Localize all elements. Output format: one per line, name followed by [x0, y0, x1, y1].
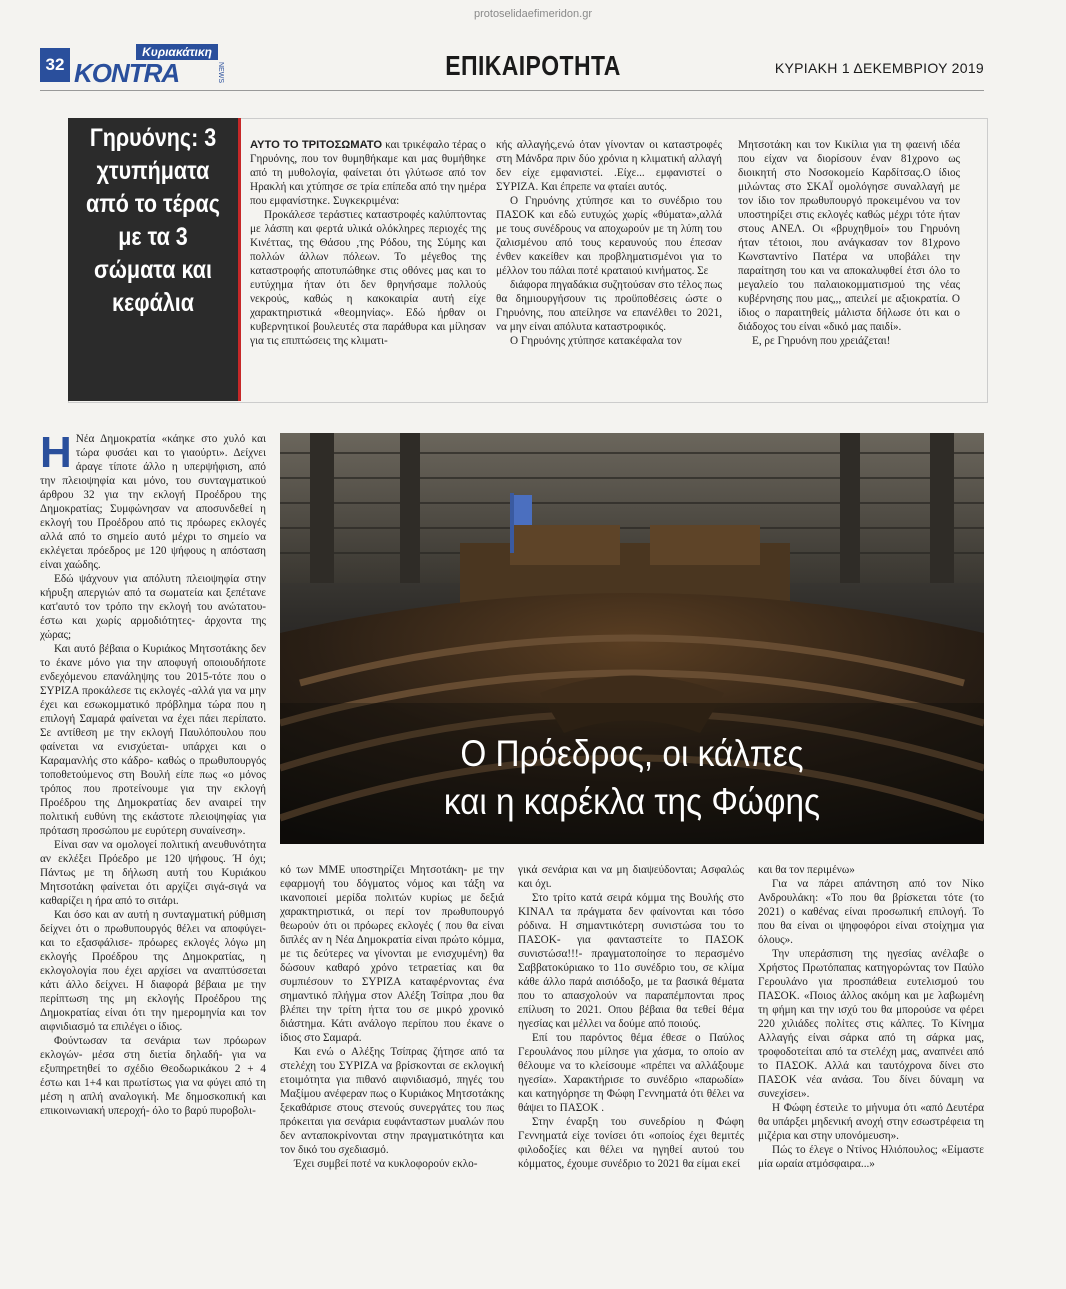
article-c4-p2: Για να πάρει απάντηση από τον Νίκο Ανδρουλάκη: «Το που θα βρίσκεται τότε (το 2021) ο καθένας είναι προσωπική επιλογή. Το που θα είναι οι ψηφοφόροι είναι στοίχημα για όλους». [758, 878, 984, 946]
header-divider [40, 90, 984, 91]
article-c4-p5: Πώς το έλεγε ο Ντίνος Ηλιόπουλος; «Είμαστε μία ωραία ατμόσφαιρα...» [758, 1144, 984, 1170]
box-col2-p2: Ο Γηρυόνης χτύπησε και το συνέδριο του ΠΑΣΟΚ και εδώ ευτυχώς χωρίς «θύματα»,αλλά με τους συνέδρους να αποχωρούν με τη λύπη του ζαλισμένου από τους κεραυνούς που έπεσαν ένθεν κακείθεν και προβληματισμένοι για το μέλλον του πάλαι ποτέ κραταιού κινήματος. Σε [496, 195, 722, 277]
box-col2-p3: διάφορα πηγαδάκια συζητούσαν στο τέλος πως θα δημιουργήσουν τις προϋποθέσεις ώστε ο Γηρυόνης, που απείλησε να επανέλθει το 2021, να μην είναι απόλυτα καταστροφικός. [496, 279, 722, 333]
page-number: 32 [40, 48, 70, 82]
article-c4-p3: Την υπεράσπιση της ηγεσίας ανέλαβε ο Χρήστος Πρωτόπαπας κατηγορώντας τον Παύλο Γερουλάνο για προσπάθεια ευτελισμού του ΠΑΣΟΚ. «Ποιος άλλος ακόμη και με λαβωμένη τη φήμη και την ισχύ του θα μπορούσε να φέρει 220 χιλιάδες πολίτες στις κάλπες. Το Κίνημα Αλλαγής είναι σάρκα από τη σάρκα μας, τροφοδοτείται από τα στελέχη μας, αναπνέει από το ΠΑΣΟΚ. Αλλά και ταυτόχρονα δίνει στο ΠΑΣΟΚ νέα ανάσα. Του δίνει δύναμη να συνεχίσει». [758, 948, 984, 1100]
article-c2-p3: Έχει συμβεί ποτέ να κυκλοφορούν εκλο- [294, 1158, 478, 1170]
box-column-3 [738, 138, 960, 348]
box-lead: ΑΥΤΟ ΤΟ ΤΡΙΤΟΣΩΜΑΤΟ [250, 139, 383, 151]
box-title: Γηρυόνης: 3 χτυπήματα από το τέρας με τα 3 σώματα και κεφάλια [86, 124, 220, 317]
article-c3-p2: Στο τρίτο κατά σειρά κόμμα της Βουλής στο ΚΙΝΑΛ τα πράγματα δεν φαίνονται και τόσο ρόδινα. Η σημαντικότερη συνιστώσα του το ΠΑΣΟΚ- για φανταστείτε το ΠΑΣΟΚ συνιστώσα!!!- πραγματοποίησε το περασμένο Σαββατοκύριακο το 11ο συνέδριο του, σε κλίμα κάθε άλλο παρά αισιόδοξο, με τα βασικά θέματα που το απασχολούν να παραπέμπονται προς επίλυση το 2021. Οπου βέβαια θα τεθεί θέμα ηγεσίας και μέλλει να δούμε από ποιούς. [518, 892, 744, 1030]
headline [315, 730, 949, 826]
article-p4: Είναι σαν να ομολογεί πολιτική ανευθυνότητα αν εκλέξει Πρόεδρο με 120 ψήφους. Ή όχι; Πάντως με τη δήλωση αυτή του Κυριάκου Μητσοτάκη φαίνεται ότι αρχίζει σιγά-σιγά να καθαρίζει η ήρα από το σιτάρι. [40, 839, 266, 907]
drop-cap: Η [40, 428, 72, 477]
issue-date: ΚΥΡΙΑΚΗ 1 ΔΕΚΕΜΒΡΙΟΥ 2019 [774, 60, 984, 76]
article-c3-p1: γικά σενάρια και να μη διαψεύδονται; Ασφαλώς και όχι. [518, 864, 744, 890]
box-col3-p2: Ε, ρε Γηρυόνη που χρειάζεται! [752, 335, 891, 347]
box-col3-p1: Μητσοτάκη και τον Κικίλια για τη φαεινή ιδέα που είχαν να διορίσουν έναν 81χρονο ως διοικητή στο Νοσοκομείο Καρδίτσας.Ο ίδιος μιλώντας στο ΣΚΑΪ ομολόγησε συναλλαγή με τον ίδιο τον πρωθυπουργό προκειμένου να τον υποστηρίξει στις εκλογές καθώς μέχρι τότε ήταν στους ΑΝΕΛ. Οι «βρυχηθμοί» του Γηρυόνη ήταν τέτοιοι, που ανάγκασαν τον 81χρονο Κωνσταντίνο Πατέρα να υποβάλει την παραίτηση του και να αποκαλυφθεί έτσι όλο το μεγαλείο του παλαιοκομματισμού της νέας κυβέρνησης που μας,,, απειλεί με αξιοκρατία. Ο ίδιος ο παραιτηθείς μάλιστα δήλωσε ότι και ο διάδοχος του είναι «δικό μας παιδί». [738, 139, 960, 333]
box-accent-bar [238, 118, 241, 401]
article-p2: Εδώ ψάχνουν για απόλυτη πλειοψηφία στην κήρυξη απεργιών από τα σωματεία και ξεπέτανε κατ'αυτό τον τρόπο την εκλογή του ανώτατου- έστω και χωρίς αρμοδιότητες- άρχοντα της χώρας; [40, 573, 266, 641]
article-p3: Και αυτό βέβαια ο Κυριάκος Μητσοτάκης δεν το έκανε μόνο για την αποφυγή οποιουδήποτε ενδεχόμενου επανάληψης του 2015-τότε που ο ΣΥΡΙΖΑ προκάλεσε τις εκλογές -αλλά για να μην έχει και εσωκομματικό πρόβλημα τώρα που η επιλογή Σαμαρά φαίνεται να έχει πάει περίπατο. Σε αντίθεση με την εκλογή Παυλόπουλου που φαίνεται να ενισχύεται- υπάρχει και ο Καραμανλής στο κάδρο- καθώς ο πρωθυπουργός τοποθετούμενος στη Βουλή είπε πως «ο μόνος τρόπος που προτείνουμε για την εκλογή Προέδρου της Δημοκρατίας δεν αναιρεί την πολιτική ευθύνη της εκάστοτε πλειοψηφίας για πρόταση προσώπου με ευρύτερη συναίνεση». [40, 643, 266, 837]
article-column-1 [40, 428, 266, 1118]
article-c3-p4: Στην έναρξη του συνεδρίου η Φώφη Γεννηματά είχε τονίσει ότι «οποίος έχει θεμιτές φιλοδοξίες και θέλει να ηγηθεί αυτού του κόμματος, έχουμε συνέδριο το 2021 θα είμαι εκεί [518, 1116, 744, 1170]
box-col2-p1: κής αλλαγής,ενώ όταν γίνονταν οι καταστροφές στη Μάνδρα πριν δύο χρόνια η κλιματική αλλαγή δεν είχε εμφανιστεί. .Είχε... εμφανιστεί ο ΣΥΡΙΖΑ. Και έπρεπε να φταίει αυτός. [496, 139, 722, 193]
logo-top-label: Κυριακάτικη [136, 44, 218, 60]
headline-line-2: και η καρέκλα της Φώφης [443, 781, 821, 822]
section-title: ΕΠΙΚΑΙΡΟΤΗΤΑ [445, 50, 621, 81]
box-column-2 [496, 138, 722, 348]
article-p6: Φούντωσαν τα σενάρια των πρόωρων εκλογών- μέσα στη διετία δηλαδή- για να εξυπηρετηθεί το σχέδιο Θεοδωρικάκου 2 + 4 έστω και 1+4 και πρωτίστως για να φύγει από τη μέση η απλή αναλογική. Με δημοσκοπική και επικοινωνιακή υπεροχή- όλο το βαρύ πυροβολι- [40, 1035, 266, 1117]
box-col1-p1: και τρικέφαλο τέρας ο Γηρυόνης, που τον θυμηθήκαμε και μας θυμήθηκε από τη μυθολογία, φαίνεται ότι γλύτωσε από τον Ηρακλή και χτύπησε σε τρία επίπεδα από την ημέρα που εμφανίστηκε. Συγκεκριμένα: [250, 139, 486, 207]
article-p1: Νέα Δημοκρατία «κάηκε στο χυλό και τώρα φυσάει και το γιαούρτι». Δείχνει άραγε τίποτε άλλο η υπερψήφιση, από την πλειοψηφία και μόνο, του συνταγματικού άρθρου 32 για την εκλογή Προέδρου της Δημοκρατίας; Συμφώνησαν να αποσυνδεθεί η εκλογή του Προέδρου από τις πρόωρες εκλογές αλλά από το σημείο αυτό μέχρι το σημείο να εκλέγεται πρόεδρος με 120 ψήφους η απόσταση είναι χαώδης. [40, 433, 266, 571]
article-c4-p1: και θα τον περιμένω» [758, 864, 855, 876]
box-col2-p4: Ο Γηρυόνης χτύπησε κατακέφαλα τον [510, 335, 682, 347]
article-p5: Και όσο και αν αυτή η συνταγματική ρύθμιση δείχνει ότι ο πρωθυπουργός θέλει να αποφύγει- και το εξασφάλισε- πρόωρες εκλογές λόγω μη εκλογής Προέδρου της Δημοκρατίας, η εκλογολογία που έχει αρχίσει να αναπτύσσεται κάτι άλλο δείχνει. Η διαφορά βέβαια με την περίπτωση της μη εκλογής Προέδρου της Δημοκρατίας είναι ότι την ημερομηνία και τον αιφνιδιασμό τα επιλέγει ο ίδιος. [40, 909, 266, 1033]
logo-main-label: KONTRA [74, 58, 180, 88]
headline-line-1: Ο Πρόεδρος, οι κάλπες [460, 733, 804, 774]
article-c4-p4: Η Φώφη έστειλε το μήνυμα ότι «από Δευτέρα θα υπάρξει μηδενική ανοχή στην εσωστρέφεια τη μιζέρια και στην υπονόμευση». [758, 1102, 984, 1142]
box-col1-p2: Προκάλεσε τεράστιες καταστροφές καλύπτοντας με λάσπη και φερτά υλικά ολόκληρες περιοχές της Κινέττας, της Θάσου ,της Ρόδου, της Σύμης και πολλών άλλων πόλεων. Το μέγεθος της καταστροφής αποτυπώθηκε στις οθόνες μας και το ευτύχημα ήταν ότι δεν θρηνήσαμε πολλούς νεκρούς, καθώς η κακοκαιρία αυτή είχε χαρακτηριστικά «θεομηνίας». Εδώ ήρθαν οι κυβερνητικοί βουλευτές στα παράθυρα και μίλησαν για τις επιπτώσεις της κλιματι- [250, 209, 486, 347]
article-c2-p1: κό των ΜΜΕ υποστηρίζει Μητσοτάκη- με την εφαρμογή του δόγματος νόμος και τάξη να ικανοποιεί μερίδα πολιτών κυρίως με δεξιά χαρακτηριστικά, οι περί τον πρωθυπουργό θεωρούν ότι οι πρόωρες εκλογές ( που θα είναι διπλές αν η Νέα Δημοκρατία είναι πρώτο κόμμα, με τις δεύτερες να γίνονται με ενισχυμένη) θα δώσουν καθαρό χρόνο τετραετίας και θα συμπιέσουν το ΣΥΡΙΖΑ καταφέρνοντας ένα σημαντικό πλήγμα στον Αλέξη Τσίπρα ,που θα βλέπει την τρίτη ήττα του σε μικρό χρονικό διάστημα. Κάτι ανάλογο περίπου που έκανε ο ίδιος στο Σαμαρά. [280, 864, 504, 1044]
article-column-2 [280, 863, 504, 1171]
article-column-3 [518, 863, 744, 1171]
article-column-4 [758, 863, 984, 1171]
article-c3-p3: Επί του παρόντος θέμα έθεσε ο Παύλος Γερουλάνος που μίλησε για χάσμα, το οποίο αν θέλουμε να το κλείσουμε «πρέπει να αλλάξουμε ηγεσία». Χαρακτήρισε το συνέδριο «παρωδία» και κατηγόρησε τη Φώφη Γεννηματά ότι θέλει να θάψει το ΠΑΣΟΚ . [518, 1032, 744, 1114]
article-c2-p2: Και ενώ ο Αλέξης Τσίπρας ζήτησε από τα στελέχη του ΣΥΡΙΖΑ να βρίσκονται σε εκλογική ετοιμότητα για πιθανό αιφνιδιασμό, πηγές του Μαξίμου ανέφεραν πως ο Κυριάκος Μητσοτάκης ξεκαθάρισε στους στενούς συνεργάτες του πως πρόκειται για σενάρια ευφάνταστων μυαλών που δεν ανταποκρίνονται στην πραγματικότητα και τον δικό του σχεδιασμό. [280, 1046, 504, 1156]
watermark: protoselidaefimeridon.gr [473, 8, 592, 20]
logo-news-label: NEWS [217, 62, 224, 83]
box-column-1 [250, 138, 486, 348]
